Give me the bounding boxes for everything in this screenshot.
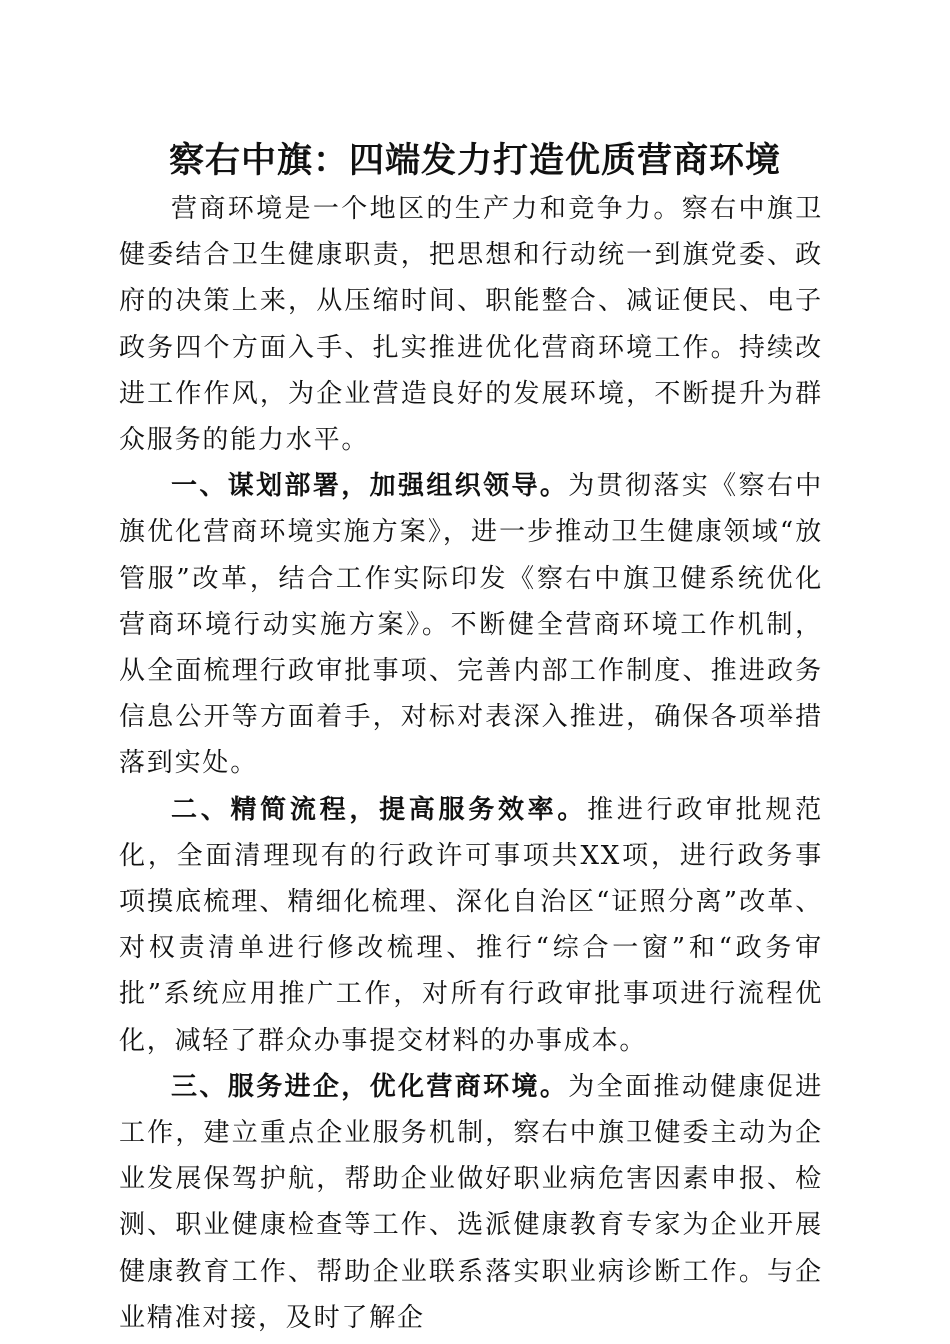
paragraph-text: 推进行政审批规范化，全面清理现有的行政许可事项共XX项，进行政务事项摸底梳理、精细化梳理、深化自治区“证照分离”改革、对权责清单进行修改梳理、推行“综合一窗”和“政务审批”系统应用推广工作，对所有行政审批事项进行流程优化，减轻了群众办事提交材料的办事成本。 [119, 794, 824, 1056]
paragraph-text: 为贯彻落实《察右中旗优化营商环境实施方案》，进一步推动卫生健康领域“放管服”改革，结合工作实际印发《察右中旗卫健系统优化营商环境行动实施方案》。不断健全营商环境工作机制，从全面梳理行政审批事项、完善内部工作制度、推进政务信息公开等方面着手，对标对表深入推进，确保各项举措落到实处。 [119, 471, 823, 779]
paragraph-text: 为全面推动健康促进工作，建立重点企业服务机制，察右中旗卫健委主动为企业发展保驾护航，帮助企业做好职业病危害因素申报、检测、职业健康检查等工作、选派健康教育专家为企业开展健康教育工作、帮助企业联系落实职业病诊断工作。与企业精准对接，及时了解企 [119, 1071, 823, 1333]
document-body [119, 186, 823, 1341]
section-heading: 二、精简流程，提高服务效率。 [171, 794, 588, 825]
paragraph-section-1 [119, 463, 823, 786]
paragraph-text: 营商环境是一个地区的生产力和竞争力。察右中旗卫健委结合卫生健康职责，把思想和行动统一到旗党委、政府的决策上来，从压缩时间、职能整合、减证便民、电子政务四个方面入手、扎实推进优化营商环境工作。持续改进工作作风，为企业营造良好的发展环境，不断提升为群众服务的能力水平。 [119, 194, 823, 456]
document-title: 察右中旗：四端发力打造优质营商环境 [168, 140, 781, 181]
section-heading: 一、谋划部署，加强组织领导。 [171, 471, 569, 502]
paragraph-section-3 [119, 1064, 823, 1341]
paragraph-section-2 [119, 787, 823, 1064]
paragraph-intro [119, 186, 823, 463]
section-heading: 三、服务进企，优化营商环境。 [171, 1071, 569, 1102]
